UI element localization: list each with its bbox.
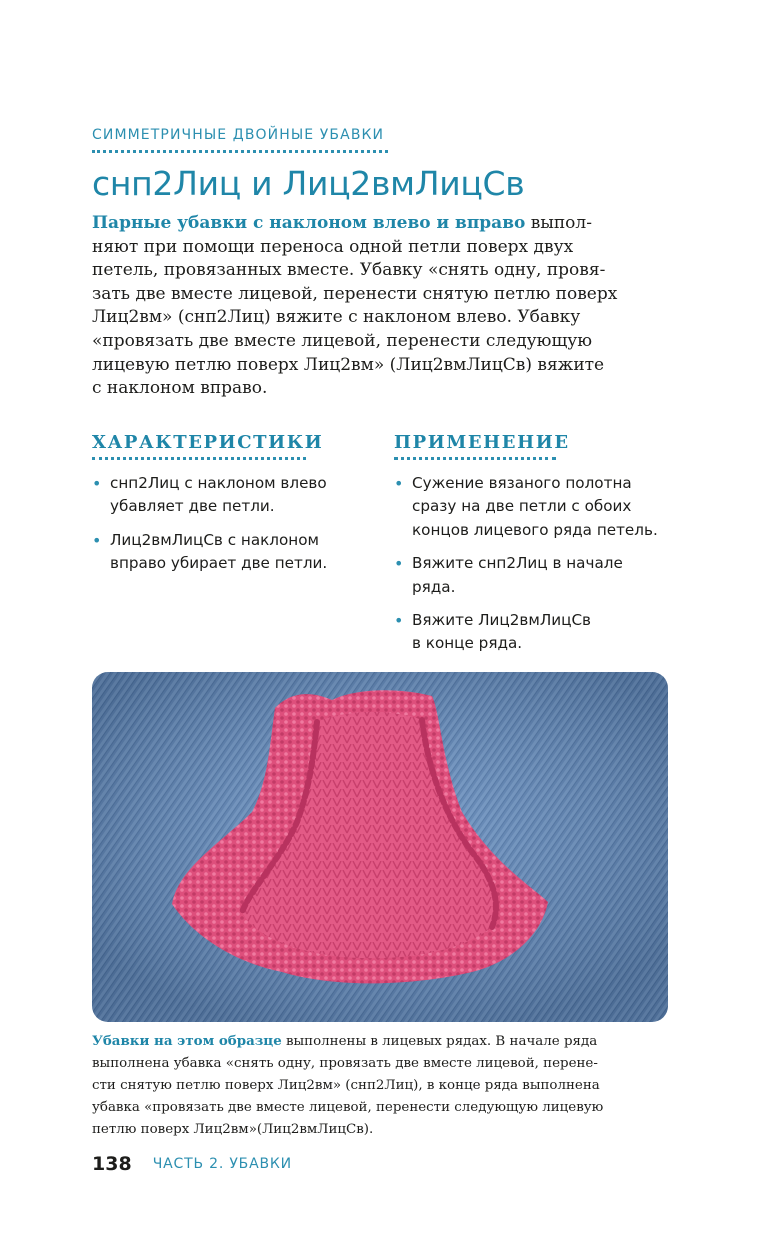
caption-line: сти снятую петлю поверх Лиц2вм» (снп2Лиц), в конце ряда выполнена — [92, 1078, 600, 1093]
list-item-line: снп2Лиц с наклоном влево — [110, 474, 327, 492]
caption-line-rest: выполнены в лицевых рядах. В начале ряда — [281, 1034, 598, 1049]
section-dotted-rule — [92, 150, 388, 153]
bullet-icon: • — [92, 530, 102, 550]
running-footer-part: ЧАСТЬ 2. УБАВКИ — [152, 1156, 292, 1172]
application-dotted-rule — [394, 457, 556, 460]
caption-line: убавка «провязать две вместе лицевой, перенести следующую лицевую — [92, 1100, 604, 1115]
list-item-line: концов лицевого ряда петель. — [412, 520, 658, 539]
section-label: СИММЕТРИЧНЫЕ ДВОЙНЫЕ УБАВКИ — [92, 127, 385, 143]
intro-line — [92, 212, 668, 236]
intro-lead: Парные убавки с наклоном влево и вправо — [92, 213, 526, 233]
list-item-line: Лиц2вмЛицСв с наклоном — [110, 530, 319, 549]
intro-line: лицевую петлю поверх Лиц2вм» (Лиц2вмЛицСв) вяжите — [92, 354, 605, 375]
intro-line: Лиц2вм» (снп2Лиц) вяжите с наклоном влево. Убавку — [92, 307, 581, 328]
list-item — [394, 609, 674, 656]
list-item — [394, 472, 674, 542]
application-list — [394, 472, 674, 656]
bullet-icon: • — [394, 554, 404, 574]
characteristics-heading: ХАРАКТЕРИСТИКИ — [92, 432, 324, 453]
list-item-line: ряда. — [412, 577, 456, 596]
list-item-line: сразу на две петли с обоих — [412, 497, 632, 516]
caption-lead: Убавки на этом образце — [92, 1033, 282, 1049]
swatch-illustration — [92, 672, 668, 1022]
list-item — [92, 529, 362, 576]
list-item-line: убавляет две петли. — [110, 497, 275, 516]
characteristics-list — [92, 472, 362, 576]
photo-caption — [92, 1030, 668, 1141]
list-item-line: в конце ряда. — [412, 634, 523, 653]
intro-line: «провязать две вместе лицевой, перенести следующую — [92, 330, 593, 351]
bullet-icon: • — [394, 611, 404, 631]
list-item-line: вправо убирает две петли. — [110, 554, 328, 573]
list-item-line: Вяжите Лиц2вмЛицСв — [412, 611, 592, 630]
application-column — [394, 432, 674, 666]
page-number: 138 — [92, 1153, 132, 1175]
caption-line: выполнена убавка «снять одну, провязать две вместе лицевой, перене- — [92, 1056, 598, 1071]
caption-line: петлю поверх Лиц2вм»(Лиц2вмЛицСв). — [92, 1122, 374, 1137]
intro-paragraph — [92, 212, 668, 401]
intro-line: с наклоном вправо. — [92, 378, 268, 399]
characteristics-dotted-rule — [92, 457, 306, 460]
page-title: снп2Лиц и Лиц2вмЛицСв — [92, 164, 525, 203]
bullet-icon: • — [394, 474, 404, 493]
characteristics-column — [92, 432, 362, 586]
list-item-line: Вяжите снп2Лиц в начале — [412, 554, 623, 573]
list-item-line: Сужение вязаного полотна — [412, 474, 632, 492]
list-item — [394, 552, 674, 599]
bullet-icon: • — [92, 474, 102, 493]
page-footer — [92, 1153, 292, 1175]
knitted-swatch-photo — [92, 672, 668, 1022]
list-item — [92, 472, 362, 519]
intro-line-rest: выпол- — [525, 213, 592, 233]
book-page — [92, 0, 668, 1240]
caption-line — [92, 1030, 668, 1053]
intro-line: петель, провязанных вместе. Убавку «снять одну, провя- — [92, 260, 606, 281]
intro-line: зать две вместе лицевой, перенести снятую петлю поверх — [92, 283, 618, 304]
intro-line: няют при помощи переноса одной петли поверх двух — [92, 236, 574, 257]
application-heading: ПРИМЕНЕНИЕ — [394, 432, 570, 453]
